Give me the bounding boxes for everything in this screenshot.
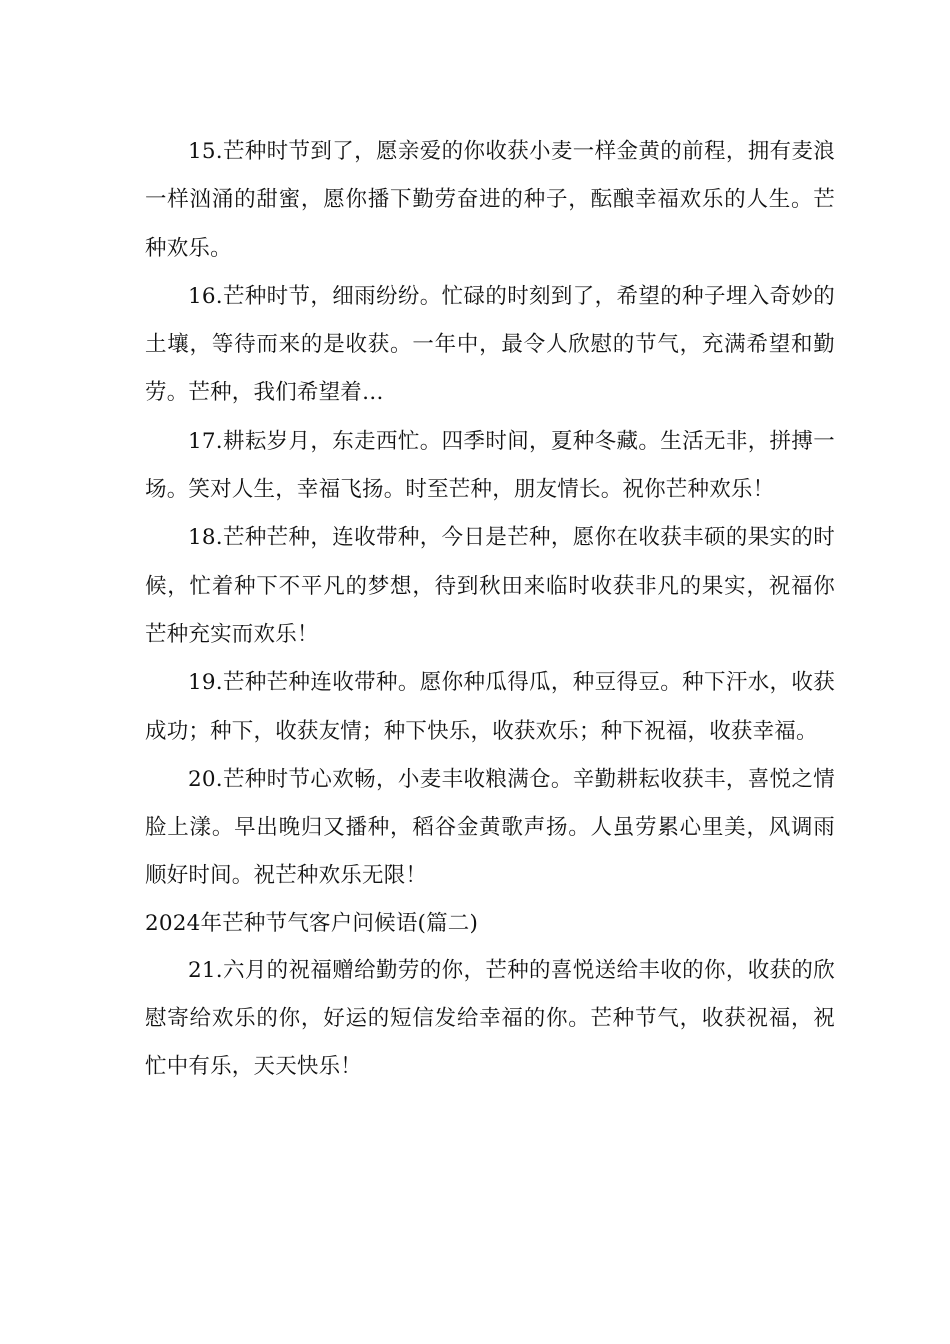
paragraph-18: 18.芒种芒种，连收带种，今日是芒种，愿你在收获丰硕的果实的时候，忙着种下不平凡的梦想，待到秋田来临时收获非凡的果实，祝福你芒种充实而欢乐！: [145, 525, 835, 647]
paragraph-19: 19.芒种芒种连收带种。愿你种瓜得瓜，种豆得豆。种下汗水，收获成功；种下，收获友情；种下快乐，收获欢乐；种下祝福，收获幸福。: [145, 670, 835, 744]
paragraph-16: 16.芒种时节，细雨纷纷。忙碌的时刻到了，希望的种子埋入奇妙的土壤，等待而来的是收获。一年中，最令人欣慰的节气，充满希望和勤劳。芒种，我们希望着…: [145, 283, 835, 406]
document-body: [145, 128, 835, 1092]
section-heading: 2024年芒种节气客户问候语(篇二): [145, 910, 479, 936]
paragraph-20: 20.芒种时节心欢畅，小麦丰收粮满仓。辛勤耕耘收获丰，喜悦之情脸上漾。早出晚归又播种，稻谷金黄歌声扬。人虽劳累心里美，风调雨顺好时间。祝芒种欢乐无限！: [145, 766, 835, 889]
paragraph-15: 15.芒种时节到了，愿亲爱的你收获小麦一样金黄的前程，拥有麦浪一样汹涌的甜蜜，愿你播下勤劳奋进的种子，酝酿幸福欢乐的人生。芒种欢乐。: [145, 139, 835, 261]
paragraph-17: 17.耕耘岁月，东走西忙。四季时间，夏种冬藏。生活无非，拼搏一场。笑对人生，幸福飞扬。时至芒种，朋友情长。祝你芒种欢乐！: [145, 428, 835, 503]
paragraph-21: 21.六月的祝福赠给勤劳的你，芒种的喜悦送给丰收的你，收获的欣慰寄给欢乐的你，好运的短信发给幸福的你。芒种节气，收获祝福，祝忙中有乐，天天快乐！: [145, 957, 835, 1080]
